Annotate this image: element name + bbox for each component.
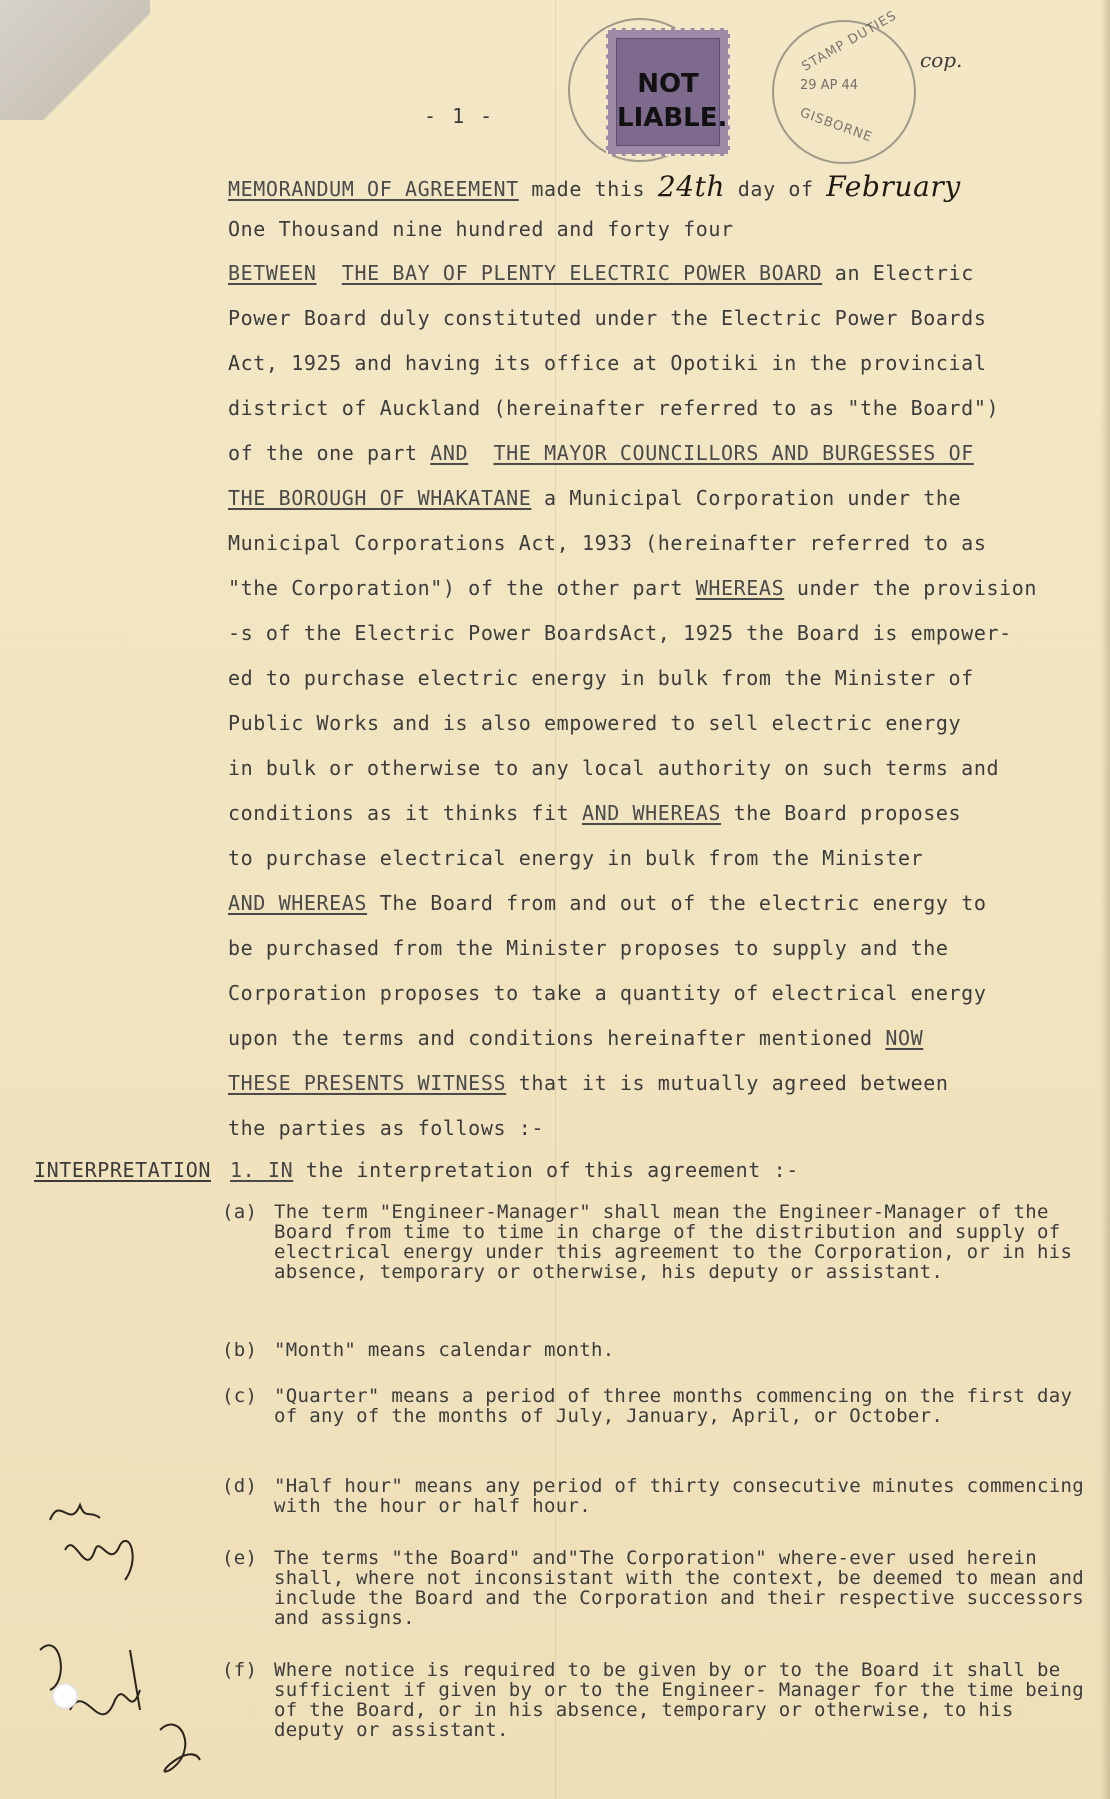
preamble-line-21: THESE PRESENTS WITNESS that it is mutually agreed between [228,1071,949,1095]
stamp-text-not: NOT [637,69,699,99]
preamble-line-2: One Thousand nine hundred and forty four [228,217,734,241]
preamble-line-22: the parties as follows :- [228,1116,545,1140]
preamble-line-19: Corporation proposes to take a quantity of electrical energy [228,981,987,1005]
preamble-line-1: MEMORANDUM OF AGREEMENT made this 24th day of February [228,170,961,203]
clause-item-f: (f) Where notice is required to be given by or to the Board it shall be sufficient if given by or to the Engineer- Manager for the time being of the Board, or in his absence, temporary or otherwise, to his deputy or assistant. [222,1659,1084,1741]
preamble-line-20: upon the terms and conditions hereinafter mentioned NOW [228,1026,924,1050]
memorandum-heading: MEMORANDUM OF AGREEMENT [228,177,519,201]
handwritten-initials-bottom [30,1630,210,1790]
postmark-date: 29 AP 44 [800,78,859,93]
punch-hole [52,1683,78,1709]
party-board: THE BAY OF PLENTY ELECTRIC POWER BOARD [341,261,823,285]
preamble-line-12: ed to purchase electric energy in bulk from the Minister of [228,666,974,690]
stamp-text-liable: LIABLE. [617,103,728,133]
preamble-line-15: conditions as it thinks fit AND WHEREAS the Board proposes [228,801,962,825]
clause-item-e: (e) The terms "the Board" and"The Corporation" where-ever used herein shall, where not inconsistant with the context, be deemed to mean and include the Board and the Corporation and their respective successors and assigns. [222,1547,1084,1629]
preamble-line-14: in bulk or otherwise to any local authority on such terms and [228,756,1000,780]
clause-item-d: (d) "Half hour" means any period of thirty consecutive minutes commencing with the hour or half hour. [222,1475,1084,1517]
preamble-line-3: BETWEEN THE BAY OF PLENTY ELECTRIC POWER BOARD an Electric [228,261,974,285]
handwritten-day: 24th [657,170,726,203]
clause-item-b: (b) "Month" means calendar month. [222,1339,615,1361]
preamble-line-18: be purchased from the Minister proposes to supply and the [228,936,949,960]
clause-item-c: (c) "Quarter" means a period of three months commencing on the first day of any of the months of July, January, April, or October. [222,1385,1073,1427]
preamble-line-11: -s of the Electric Power BoardsAct, 1925 the Board is empower- [228,621,1012,645]
handwritten-annotation: cop. [920,48,963,72]
preamble-line-4: Power Board duly constituted under the Electric Power Boards [228,306,987,330]
revenue-stamp [606,28,730,156]
preamble-line-8: THE BOROUGH OF WHAKATANE a Municipal Corporation under the [228,486,962,510]
handwritten-initials-top [40,1490,150,1610]
margin-heading-interpretation: INTERPRETATION [34,1158,211,1182]
preamble-line-10: "the Corporation") of the other part WHEREAS under the provision [228,576,1038,600]
preamble-line-7: of the one part AND THE MAYOR COUNCILLORS AND BURGESSES OF [228,441,974,465]
clause-1-intro: 1. IN the interpretation of this agreement :- [230,1158,799,1182]
preamble-line-9: Municipal Corporations Act, 1933 (hereinafter referred to as [228,531,987,555]
preamble-line-17: AND WHEREAS The Board from and out of the electric energy to [228,891,987,915]
folded-corner [0,0,150,120]
postmark-label-bottom: GISBORNE [797,105,875,146]
preamble-line-13: Public Works and is also empowered to sell electric energy [228,711,962,735]
page-edge [1100,0,1110,1799]
preamble-line-16: to purchase electrical energy in bulk from the Minister [228,846,924,870]
handwritten-month: February [826,170,961,203]
stamp-face [616,38,728,146]
postmark-label-top: STAMP DUTIES [799,8,900,75]
preamble-line-6: district of Auckland (hereinafter referred to as "the Board") [228,396,1000,420]
clause-item-a: (a) The term "Engineer-Manager" shall mean the Engineer-Manager of the Board from time to time in charge of the distribution and supply of electrical energy under this agreement to the Corporation, or in his absence, temporary or otherwise, his deputy or assistant. [222,1201,1073,1283]
page-number: - 1 - [424,104,495,128]
preamble-line-5: Act, 1925 and having its office at Opotiki in the provincial [228,351,987,375]
party-corporation: THE MAYOR COUNCILLORS AND BURGESSES OF [493,441,974,465]
